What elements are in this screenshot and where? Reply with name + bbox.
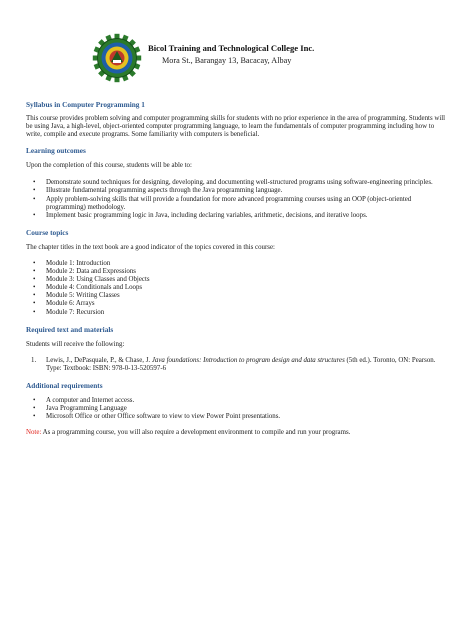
bullet-icon: • <box>33 308 36 316</box>
list-item: • Module 7: Recursion <box>33 308 105 316</box>
list-item: • Module 6: Arrays <box>33 300 95 308</box>
bullet-icon: • <box>33 284 36 292</box>
college-seal-icon <box>92 33 142 83</box>
additional-requirements-list <box>26 397 450 421</box>
bullet-icon: • <box>33 404 36 412</box>
bullet-icon: • <box>33 259 36 267</box>
letterhead <box>92 33 452 83</box>
reference-authors: Lewis, J., DePasquale, P., & Chase, J. <box>46 356 152 364</box>
note-text: As a programming course, you will also require a development environment to compile and run your programs. <box>41 429 351 437</box>
required-text-list <box>26 357 450 373</box>
learning-outcomes-lead: Upon the completion of this course, students will be able to: <box>26 162 192 170</box>
list-item: • Module 4: Conditionals and Loops <box>33 284 143 292</box>
syllabus-body <box>26 100 450 437</box>
bullet-icon: • <box>33 187 36 195</box>
list-item: • Illustrate fundamental programming aspects through the Java programming language. <box>33 187 283 195</box>
reference-title: Java foundations: Introduction to program design and data structures <box>151 356 345 364</box>
learning-outcomes-list <box>26 179 450 219</box>
list-item: • Module 1: Introduction <box>33 259 111 267</box>
list-item: • Demonstrate sound techniques for designing, developing, and documenting well-structured programs using software-engineering principles. <box>33 179 433 187</box>
bullet-icon: • <box>33 276 36 284</box>
course-topics-heading: Course topics <box>26 227 69 237</box>
list-item: • Module 2: Data and Expressions <box>33 268 136 276</box>
list-item: • Implement basic programming logic in Java, including declaring variables, arithmetic, decisions, and iterative loops. <box>33 211 368 219</box>
list-item: • Java Programming Language <box>33 404 127 412</box>
note-label: Note: <box>26 429 42 437</box>
bullet-icon: • <box>33 268 36 276</box>
syllabus-title: Syllabus in Computer Programming 1 <box>26 100 145 109</box>
bullet-icon: • <box>33 195 36 203</box>
list-item: • Module 3: Using Classes and Objects <box>33 276 150 284</box>
course-topics-lead: The chapter titles in the text book are a good indicator of the topics covered in this course: <box>26 243 275 251</box>
bullet-icon: • <box>33 179 36 187</box>
list-item: • A computer and Internet access. <box>33 396 135 404</box>
list-item: • Apply problem-solving skills that will provide a foundation for more advanced programming courses using an OOP (object-oriented programming) methodology. <box>33 195 412 211</box>
bullet-icon: • <box>33 292 36 300</box>
bullet-icon: • <box>33 413 36 421</box>
bullet-icon: • <box>33 396 36 404</box>
list-number: 1. <box>31 356 37 364</box>
list-item: • Module 5: Writing Classes <box>33 292 120 300</box>
learning-outcomes-heading: Learning outcomes <box>26 146 86 156</box>
note-paragraph <box>26 429 450 437</box>
reference-details: (5th ed.). Toronto, ON: Pearson. Type: Textbook: ISBN: 978-0-13-520597-6 <box>46 356 436 372</box>
course-topics-list <box>26 260 450 317</box>
bullet-icon: • <box>33 211 36 219</box>
required-text-heading: Required text and materials <box>26 324 114 334</box>
intro-paragraph: This course provides problem solving and computer programming skills for students with no prior experience in the area of programming. Students will be using Java, a high-level, object-oriented computer programming language, to learn the fundamentals of computer programming including how to write, compile and execute programs. Some familiarity with computers is beneficial. <box>26 115 446 139</box>
college-address: Mora St., Barangay 13, Bacacay, Albay <box>162 56 292 65</box>
list-item <box>26 357 450 373</box>
additional-requirements-heading: Additional requirements <box>26 380 103 390</box>
bullet-icon: • <box>33 300 36 308</box>
required-text-lead: Students will receive the following: <box>26 340 125 348</box>
list-item: • Microsoft Office or other Office software to view to view Power Point presentations. <box>33 413 281 421</box>
college-name: Bicol Training and Technological College Inc. <box>148 43 315 53</box>
